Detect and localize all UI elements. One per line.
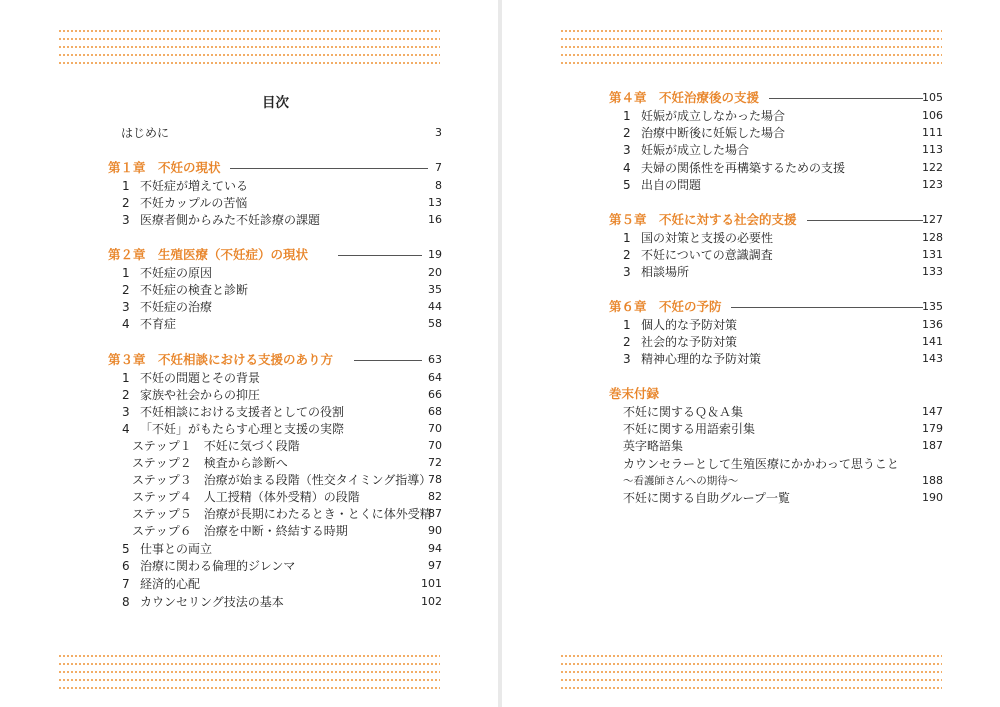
toc-item[interactable] bbox=[108, 178, 442, 194]
item-page: 131 bbox=[922, 248, 943, 261]
toc-item[interactable] bbox=[609, 247, 943, 263]
item-page: 35 bbox=[428, 283, 442, 296]
item-text: 不妊症の原因 bbox=[140, 266, 213, 280]
item-page: 123 bbox=[922, 178, 943, 191]
chapter-title: 第５章 不妊に対する社会的支援 bbox=[609, 212, 797, 227]
right-page bbox=[502, 0, 1000, 707]
toc-step[interactable] bbox=[108, 438, 442, 454]
item-num: 7 bbox=[122, 577, 130, 591]
toc-item[interactable] bbox=[609, 142, 943, 158]
item-text: 家族や社会からの抑圧 bbox=[140, 388, 261, 402]
step-text: ステップ２ 検査から診断へ bbox=[132, 456, 288, 470]
toc-intro-text: はじめに bbox=[121, 126, 170, 140]
item-text: 仕事との両立 bbox=[140, 542, 213, 556]
item-page: 64 bbox=[428, 371, 442, 384]
item-text: 妊娠が成立した場合 bbox=[641, 143, 750, 157]
item-text: 治療中断後に妊娠した場合 bbox=[641, 126, 786, 140]
item-text: 個人的な予防対策 bbox=[641, 318, 738, 332]
item-num: 1 bbox=[122, 371, 130, 385]
item-num: 3 bbox=[122, 213, 130, 227]
toc-step[interactable] bbox=[108, 489, 442, 505]
toc-chapter-1[interactable] bbox=[108, 160, 442, 176]
toc-item[interactable] bbox=[609, 177, 943, 193]
toc-item[interactable] bbox=[108, 558, 442, 574]
item-page: 68 bbox=[428, 405, 442, 418]
item-page: 122 bbox=[922, 161, 943, 174]
item-num: 3 bbox=[122, 300, 130, 314]
item-num: 2 bbox=[122, 196, 130, 210]
item-num: 8 bbox=[122, 595, 130, 609]
item-page: 106 bbox=[922, 109, 943, 122]
toc-chapter-6[interactable] bbox=[609, 299, 943, 315]
toc-item[interactable] bbox=[108, 282, 442, 298]
leader-line bbox=[338, 255, 422, 256]
top-dot-band bbox=[560, 30, 942, 70]
chapter-page: 105 bbox=[922, 91, 943, 104]
toc-item[interactable] bbox=[609, 351, 943, 367]
item-text: 相談場所 bbox=[641, 265, 690, 279]
item-text: 妊娠が成立しなかった場合 bbox=[641, 109, 786, 123]
toc-step[interactable] bbox=[108, 455, 442, 471]
item-num: 5 bbox=[623, 178, 631, 192]
toc-item[interactable] bbox=[108, 421, 442, 437]
appendix-item-page: 190 bbox=[922, 491, 943, 504]
toc-appendix-subitem[interactable] bbox=[609, 473, 943, 489]
item-page: 44 bbox=[428, 300, 442, 313]
appendix-subitem-text: 〜看護師さんへの期待〜 bbox=[623, 475, 739, 487]
toc-chapter-3[interactable] bbox=[108, 352, 442, 368]
item-num: 2 bbox=[122, 283, 130, 297]
toc-step[interactable] bbox=[108, 506, 442, 522]
toc-appendix-item[interactable] bbox=[609, 456, 943, 472]
item-num: 1 bbox=[623, 318, 631, 332]
toc-intro-page: 3 bbox=[435, 126, 442, 139]
appendix-item-page: 187 bbox=[922, 439, 943, 452]
toc-item[interactable] bbox=[609, 264, 943, 280]
item-page: 101 bbox=[421, 577, 442, 590]
item-page: 111 bbox=[922, 126, 943, 139]
toc-item[interactable] bbox=[609, 125, 943, 141]
toc-item[interactable] bbox=[108, 594, 442, 610]
step-page: 82 bbox=[428, 490, 442, 503]
toc-item[interactable] bbox=[108, 316, 442, 332]
step-text: ステップ４ 人工授精（体外受精）の段階 bbox=[132, 490, 360, 504]
item-page: 97 bbox=[428, 559, 442, 572]
leader-line bbox=[769, 98, 923, 99]
item-text: 夫婦の関係性を再構築するための支援 bbox=[641, 161, 846, 175]
step-text: ステップ３ 治療が始まる段階（性交タイミング指導） bbox=[132, 473, 432, 487]
step-page: 72 bbox=[428, 456, 442, 469]
item-num: 1 bbox=[623, 231, 631, 245]
top-dot-band bbox=[58, 30, 440, 70]
step-text: ステップ６ 治療を中断・終結する時期 bbox=[132, 524, 348, 538]
item-text: 不妊症の検査と診断 bbox=[140, 283, 249, 297]
toc-item[interactable] bbox=[108, 541, 442, 557]
leader-line bbox=[807, 220, 923, 221]
item-text: 不妊カップルの苦悩 bbox=[140, 196, 248, 210]
item-text: 出自の問題 bbox=[641, 178, 702, 192]
item-text: 国の対策と支援の必要性 bbox=[641, 231, 774, 245]
toc-chapter-4[interactable] bbox=[609, 90, 943, 106]
toc-step[interactable] bbox=[108, 472, 442, 488]
appendix-item-text: カウンセラーとして生殖医療にかかわって思うこと bbox=[623, 457, 899, 471]
item-text: 不育症 bbox=[140, 317, 177, 331]
leader-line bbox=[731, 307, 923, 308]
bottom-dot-band bbox=[560, 655, 942, 695]
leader-line bbox=[230, 168, 428, 169]
appendix-item-page: 147 bbox=[922, 405, 943, 418]
item-num: 3 bbox=[623, 265, 631, 279]
item-text: 不妊相談における支援者としての役割 bbox=[140, 405, 345, 419]
item-num: 3 bbox=[623, 143, 631, 157]
item-num: 3 bbox=[122, 405, 130, 419]
appendix-item-text: 不妊に関する用語索引集 bbox=[623, 422, 756, 436]
item-page: 20 bbox=[428, 266, 442, 279]
item-text: 「不妊」がもたらす心理と支援の実際 bbox=[140, 422, 345, 436]
item-page: 66 bbox=[428, 388, 442, 401]
item-page: 141 bbox=[922, 335, 943, 348]
step-page: 90 bbox=[428, 524, 442, 537]
chapter-page: 127 bbox=[922, 213, 943, 226]
step-text: ステップ１ 不妊に気づく段階 bbox=[132, 439, 300, 453]
chapter-page: 7 bbox=[435, 161, 442, 174]
chapter-title: 第６章 不妊の予防 bbox=[609, 299, 722, 314]
item-num: 5 bbox=[122, 542, 130, 556]
appendix-item-text: 不妊に関する自助グループ一覧 bbox=[623, 491, 791, 505]
item-num: 4 bbox=[623, 161, 631, 175]
item-text: 不妊症の治療 bbox=[140, 300, 213, 314]
toc-item[interactable] bbox=[108, 265, 442, 281]
toc-item[interactable] bbox=[108, 404, 442, 420]
item-num: 2 bbox=[623, 126, 631, 140]
toc-item[interactable] bbox=[609, 317, 943, 333]
appendix-title: 巻末付録 bbox=[609, 386, 660, 401]
toc-item[interactable] bbox=[108, 299, 442, 315]
item-text: 社会的な予防対策 bbox=[641, 335, 738, 349]
item-num: 2 bbox=[623, 248, 631, 262]
item-page: 8 bbox=[435, 179, 442, 192]
item-page: 113 bbox=[922, 143, 943, 156]
chapter-title: 第２章 生殖医療（不妊症）の現状 bbox=[108, 247, 309, 262]
toc-item[interactable] bbox=[609, 108, 943, 124]
item-page: 13 bbox=[428, 196, 442, 209]
toc-appendix-item[interactable] bbox=[609, 404, 943, 420]
toc-appendix[interactable] bbox=[609, 386, 943, 402]
appendix-item-text: 英字略語集 bbox=[623, 439, 684, 453]
chapter-title: 第１章 不妊の現状 bbox=[108, 160, 221, 175]
chapter-page: 63 bbox=[428, 353, 442, 366]
toc-chapter-5[interactable] bbox=[609, 212, 943, 228]
toc-item[interactable] bbox=[609, 334, 943, 350]
chapter-page: 135 bbox=[922, 300, 943, 313]
appendix-item-text: 不妊に関するＱ＆Ａ集 bbox=[623, 405, 744, 419]
leader-line bbox=[354, 360, 422, 361]
bottom-dot-band bbox=[58, 655, 440, 695]
item-text: カウンセリング技法の基本 bbox=[140, 595, 284, 609]
toc-item[interactable] bbox=[108, 195, 442, 211]
item-text: 不妊についての意識調査 bbox=[641, 248, 773, 262]
toc-title: 目次 bbox=[262, 95, 289, 111]
item-text: 精神心理的な予防対策 bbox=[641, 352, 762, 366]
chapter-page: 19 bbox=[428, 248, 442, 261]
item-page: 133 bbox=[922, 265, 943, 278]
toc-appendix-item[interactable] bbox=[609, 490, 943, 506]
toc-item[interactable] bbox=[108, 387, 442, 403]
toc-appendix-item[interactable] bbox=[609, 438, 943, 454]
toc-item[interactable] bbox=[108, 212, 442, 228]
toc-item[interactable] bbox=[108, 576, 442, 592]
toc-item[interactable] bbox=[609, 160, 943, 176]
chapter-title: 第４章 不妊治療後の支援 bbox=[609, 90, 760, 105]
item-page: 58 bbox=[428, 317, 442, 330]
step-page: 70 bbox=[428, 439, 442, 452]
item-page: 16 bbox=[428, 213, 442, 226]
item-text: 治療に関わる倫理的ジレンマ bbox=[140, 559, 296, 573]
appendix-item-page: 179 bbox=[922, 422, 943, 435]
item-page: 94 bbox=[428, 542, 442, 555]
toc-item[interactable] bbox=[108, 370, 442, 386]
step-text: ステップ５ 治療が長期にわたるとき・とくに体外受精 bbox=[132, 507, 432, 521]
appendix-item-page: 188 bbox=[922, 474, 943, 487]
item-text: 不妊症が増えている bbox=[140, 179, 249, 193]
item-page: 70 bbox=[428, 422, 442, 435]
chapter-title: 第３章 不妊相談における支援のあり方 bbox=[108, 352, 334, 367]
toc-appendix-item[interactable] bbox=[609, 421, 943, 437]
item-num: 2 bbox=[122, 388, 130, 402]
item-text: 経済的心配 bbox=[140, 577, 201, 591]
item-num: 1 bbox=[122, 266, 130, 280]
toc-chapter-2[interactable] bbox=[108, 247, 442, 263]
step-page: 87 bbox=[428, 507, 442, 520]
left-page bbox=[0, 0, 498, 707]
item-num: 1 bbox=[122, 179, 130, 193]
toc-item[interactable] bbox=[609, 230, 943, 246]
item-text: 不妊の問題とその背景 bbox=[140, 371, 261, 385]
step-page: 78 bbox=[428, 473, 442, 486]
item-page: 143 bbox=[922, 352, 943, 365]
item-num: 6 bbox=[122, 559, 130, 573]
toc-step[interactable] bbox=[108, 523, 442, 539]
item-num: 2 bbox=[623, 335, 631, 349]
item-num: 4 bbox=[122, 422, 130, 436]
item-num: 1 bbox=[623, 109, 631, 123]
item-page: 102 bbox=[421, 595, 442, 608]
item-num: 3 bbox=[623, 352, 631, 366]
item-page: 128 bbox=[922, 231, 943, 244]
item-num: 4 bbox=[122, 317, 130, 331]
toc-intro[interactable] bbox=[108, 125, 442, 141]
item-page: 136 bbox=[922, 318, 943, 331]
item-text: 医療者側からみた不妊診療の課題 bbox=[140, 213, 321, 227]
